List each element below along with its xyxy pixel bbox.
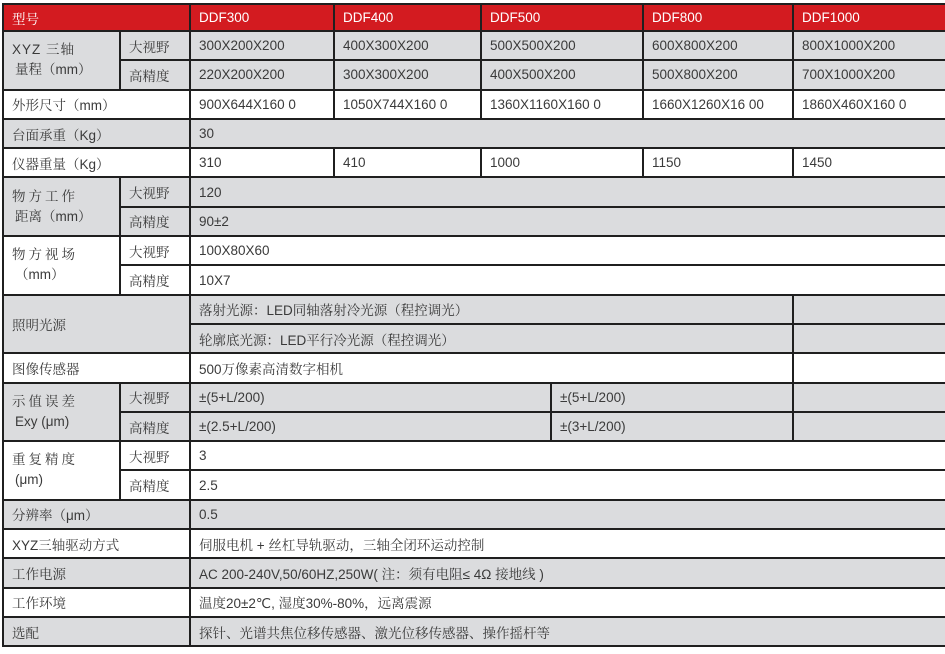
header-model-label: 型号 — [3, 4, 190, 31]
sub-label-big-fov: 大视野 — [120, 441, 190, 470]
empty-cell — [793, 412, 945, 441]
cell-options-value: 探针、光谱共焦位移传感器、激光位移传感器、操作摇杆等 — [190, 617, 945, 646]
label-line: (μm) — [15, 472, 44, 488]
row-sensor — [3, 353, 945, 382]
cell-drive-value: 伺服电机 + 丝杠导轨驱动，三轴全闭环运动控制 — [190, 529, 945, 558]
row-repeatability-big — [3, 441, 945, 470]
cell-dim-ddf400: 1050X744X160 0 — [334, 90, 481, 119]
cell-weight-ddf1000: 1450 — [793, 148, 945, 177]
cell-range-big-ddf300: 300X200X200 — [190, 31, 334, 60]
cell-resolution-value: 0.5 — [190, 500, 945, 529]
label-line: （mm） — [15, 267, 65, 283]
row-fov-hp — [3, 265, 945, 294]
cell-range-hp-ddf800: 500X800X200 — [643, 60, 793, 89]
cell-weight-ddf400: 410 — [334, 148, 481, 177]
cell-dim-ddf300: 900X644X160 0 — [190, 90, 334, 119]
row-resolution — [3, 500, 945, 529]
cell-repeatability-big: 3 — [190, 441, 945, 470]
row-environment — [3, 588, 945, 617]
sub-label-high-precision: 高精度 — [120, 60, 190, 89]
cell-error-big-b: ±(5+L/200) — [551, 383, 793, 412]
row-weight — [3, 148, 945, 177]
cell-range-hp-ddf500: 400X500X200 — [481, 60, 643, 89]
row-label-sensor: 图像传感器 — [3, 353, 190, 382]
label-line: 物方工作 — [12, 188, 78, 204]
header-row — [3, 4, 945, 31]
row-label-table-load: 台面承重（Kg） — [3, 119, 190, 148]
sub-label-big-fov: 大视野 — [120, 236, 190, 265]
cell-range-hp-ddf1000: 700X1000X200 — [793, 60, 945, 89]
cell-power-value: AC 200-240V,50/60HZ,250W( 注：须有电阻≤ 4Ω 接地线 ) — [190, 558, 945, 587]
cell-fov-hp: 10X7 — [190, 265, 945, 294]
row-options — [3, 617, 945, 646]
row-label-options: 选配 — [3, 617, 190, 646]
row-indication-error-big — [3, 383, 945, 412]
row-label-drive: XYZ三轴驱动方式 — [3, 529, 190, 558]
cell-range-hp-ddf300: 220X200X200 — [190, 60, 334, 89]
cell-error-hp-b: ±(3+L/200) — [551, 412, 793, 441]
cell-illumination-line1: 落射光源：LED同轴落射冷光源（程控调光） — [190, 295, 793, 324]
label-line: XYZ 三轴 — [12, 42, 76, 58]
header-ddf400: DDF400 — [334, 4, 481, 31]
label-line: 量程（mm） — [15, 62, 92, 78]
cell-range-big-ddf400: 400X300X200 — [334, 31, 481, 60]
cell-environment-value: 温度20±2℃, 湿度30%-80%，远离震源 — [190, 588, 945, 617]
header-ddf500: DDF500 — [481, 4, 643, 31]
header-ddf1000: DDF1000 — [793, 4, 945, 31]
row-drive — [3, 529, 945, 558]
row-range-big — [3, 31, 945, 60]
sub-label-high-precision: 高精度 — [120, 265, 190, 294]
row-indication-error-hp — [3, 412, 945, 441]
row-label-repeatability — [3, 441, 120, 500]
sub-label-big-fov: 大视野 — [120, 177, 190, 206]
header-ddf300: DDF300 — [190, 4, 334, 31]
empty-cell — [793, 295, 945, 324]
row-range-hp — [3, 60, 945, 89]
label-line: 物方视场 — [12, 247, 78, 263]
spec-table — [2, 3, 945, 647]
row-working-distance-hp — [3, 207, 945, 236]
row-label-environment: 工作环境 — [3, 588, 190, 617]
row-fov-big — [3, 236, 945, 265]
empty-cell — [793, 353, 945, 382]
label-line: 重复精度 — [12, 452, 78, 468]
row-label-resolution: 分辨率（μm） — [3, 500, 190, 529]
row-label-illumination: 照明光源 — [3, 295, 190, 354]
sub-label-big-fov: 大视野 — [120, 383, 190, 412]
cell-error-big-a: ±(5+L/200) — [190, 383, 551, 412]
row-illumination-1 — [3, 295, 945, 324]
row-label-xyz-range — [3, 31, 120, 90]
row-label-power: 工作电源 — [3, 558, 190, 587]
empty-cell — [793, 383, 945, 412]
header-ddf800: DDF800 — [643, 4, 793, 31]
cell-dim-ddf500: 1360X1160X160 0 — [481, 90, 643, 119]
cell-working-distance-big: 120 — [190, 177, 945, 206]
cell-fov-big: 100X80X60 — [190, 236, 945, 265]
cell-range-big-ddf800: 600X800X200 — [643, 31, 793, 60]
cell-weight-ddf300: 310 — [190, 148, 334, 177]
cell-sensor-value: 500万像素高清数字相机 — [190, 353, 793, 382]
empty-cell — [793, 324, 945, 353]
sub-label-high-precision: 高精度 — [120, 412, 190, 441]
cell-range-hp-ddf400: 300X300X200 — [334, 60, 481, 89]
cell-table-load-value: 30 — [190, 119, 945, 148]
row-table-load — [3, 119, 945, 148]
row-label-weight: 仪器重量（Kg） — [3, 148, 190, 177]
sub-label-big-fov: 大视野 — [120, 31, 190, 60]
cell-dim-ddf800: 1660X1260X16 00 — [643, 90, 793, 119]
cell-illumination-line2: 轮廓底光源：LED平行冷光源（程控调光） — [190, 324, 793, 353]
label-line: 示值误差 — [12, 393, 78, 409]
cell-repeatability-hp: 2.5 — [190, 470, 945, 499]
cell-range-big-ddf1000: 800X1000X200 — [793, 31, 945, 60]
row-label-dimensions: 外形尺寸（mm） — [3, 90, 190, 119]
row-label-working-distance — [3, 177, 120, 236]
row-label-indication-error — [3, 383, 120, 442]
cell-working-distance-hp: 90±2 — [190, 207, 945, 236]
cell-error-hp-a: ±(2.5+L/200) — [190, 412, 551, 441]
row-working-distance-big — [3, 177, 945, 206]
sub-label-high-precision: 高精度 — [120, 470, 190, 499]
label-line: Exy (μm) — [15, 413, 70, 429]
sub-label-high-precision: 高精度 — [120, 207, 190, 236]
cell-weight-ddf800: 1150 — [643, 148, 793, 177]
cell-dim-ddf1000: 1860X460X160 0 — [793, 90, 945, 119]
row-power — [3, 558, 945, 587]
row-label-fov — [3, 236, 120, 295]
cell-range-big-ddf500: 500X500X200 — [481, 31, 643, 60]
row-repeatability-hp — [3, 470, 945, 499]
cell-weight-ddf500: 1000 — [481, 148, 643, 177]
row-dimensions — [3, 90, 945, 119]
label-line: 距离（mm） — [15, 208, 92, 224]
